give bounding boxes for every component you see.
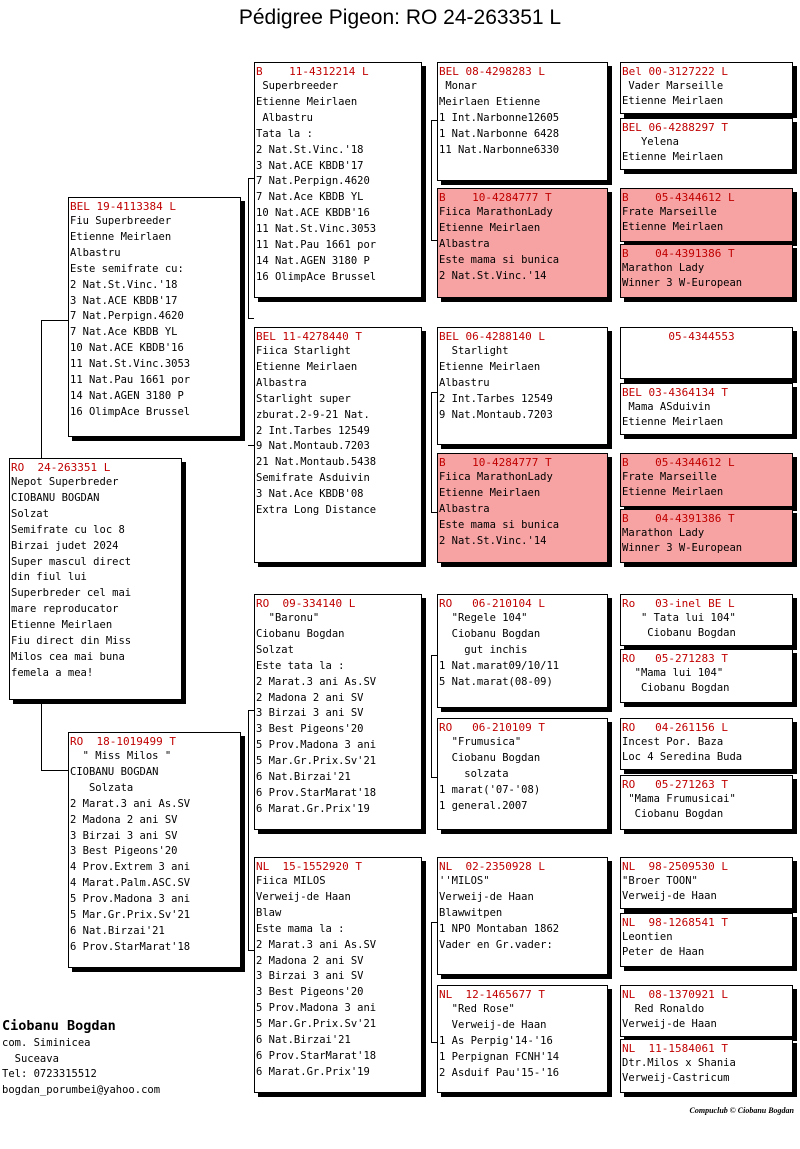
- bird-details: [70, 749, 240, 956]
- detail-line: 5 Prov.Madona 3 ani: [256, 1002, 377, 1015]
- detail-line: mare reproducator: [11, 603, 119, 616]
- detail-line: Albastra: [256, 376, 307, 389]
- bird-details: [439, 79, 607, 159]
- ring-number: BEL 06-4288297 T: [622, 121, 728, 134]
- detail-line: Fiica MarathonLady: [439, 471, 553, 483]
- connector-line: [248, 178, 249, 318]
- connector-line: [248, 318, 254, 319]
- detail-line: 3 Nat.ACE KBDB'17: [70, 294, 178, 307]
- detail-line: 11 Nat.St.Vinc.3053: [256, 223, 377, 236]
- connector-line: [248, 710, 249, 950]
- detail-line: 2 Nat.St.Vinc.'14: [439, 269, 547, 282]
- pedigree-box-gen3[interactable]: [437, 188, 608, 298]
- detail-line: 10 Nat.ACE KBDB'16: [256, 207, 370, 220]
- detail-line: Etienne Meirlaen: [439, 360, 541, 373]
- detail-line: Incest Por. Baza: [622, 736, 724, 748]
- detail-line: Semifrate Asduivin: [256, 472, 370, 485]
- detail-line: 1 marat('07-'08): [439, 783, 541, 796]
- pedigree-box-sire-dam[interactable]: [254, 327, 422, 563]
- detail-line: 1 Perpignan FCNH'14: [439, 1050, 560, 1063]
- ring-number: B 04-4391386 T: [622, 512, 735, 525]
- detail-line: Leontien: [622, 931, 673, 943]
- detail-line: Semifrate cu loc 8: [11, 523, 125, 536]
- ring-number: NL 08-1370921 L: [622, 988, 728, 1001]
- detail-line: 3 Birzai 3 ani SV: [256, 970, 364, 983]
- detail-line: 2 Madona 2 ani SV: [256, 691, 364, 704]
- detail-line: Red Ronaldo: [622, 1003, 705, 1015]
- detail-line: 6 Marat.Gr.Prix'19: [256, 802, 370, 815]
- ring-number: RO 06-210109 T: [439, 721, 545, 734]
- detail-line: 11 Nat.St.Vinc.3053: [70, 358, 191, 371]
- detail-line: 11 Nat.Pau 1661 por: [256, 239, 377, 252]
- detail-line: Etienne Meirlaen: [622, 221, 724, 234]
- detail-line: 6 Marat.Gr.Prix'19: [256, 1065, 370, 1078]
- pedigree-box-dam[interactable]: [68, 732, 241, 968]
- detail-line: 6 Nat.Birzai'21: [70, 924, 165, 937]
- bird-details: [622, 666, 792, 697]
- bird-details: [439, 1002, 607, 1082]
- connector-line: [41, 320, 68, 321]
- detail-line: 3 Best Pigeons'20: [256, 986, 364, 999]
- bird-details: [622, 1002, 792, 1033]
- detail-line: 4 Marat.Palm.ASC.SV: [70, 877, 191, 890]
- detail-line: 3 Nat.ACE KBDB'17: [256, 159, 364, 172]
- bird-details: [622, 79, 792, 110]
- detail-line: "Regele 104": [439, 612, 528, 624]
- detail-line: Este semifrate cu:: [70, 262, 184, 275]
- ring-number: NL 11-1584061 T: [622, 1042, 728, 1055]
- pedigree-box-subject[interactable]: [9, 458, 182, 700]
- ring-number: RO 18-1019499 T: [70, 735, 176, 748]
- detail-line: 2 Marat.3 ani As.SV: [70, 797, 191, 810]
- detail-line: Fiu direct din Miss: [11, 635, 132, 648]
- detail-line: 16 OlimpAce Brussel: [256, 270, 377, 283]
- detail-line: Winner 3 W-European: [622, 277, 743, 290]
- bird-details: [256, 344, 421, 519]
- ring-number: RO 24-263351 L: [11, 461, 111, 474]
- detail-line: 6 Prov.StarMarat'18: [256, 786, 377, 799]
- bird-details: [622, 135, 792, 166]
- pedigree-box-dam-dam[interactable]: [254, 857, 422, 1093]
- detail-line: 3 Best Pigeons'20: [256, 723, 364, 736]
- detail-line: femela a mea!: [11, 666, 94, 679]
- connector-line: [431, 922, 432, 1042]
- detail-line: ''MILOS": [439, 875, 490, 887]
- bird-details: [622, 792, 792, 823]
- bird-details: [11, 475, 181, 682]
- detail-line: 1 Nat.Narbonne 6428: [439, 127, 560, 140]
- detail-line: 6 Nat.Birzai'21: [256, 771, 351, 784]
- detail-line: 9 Nat.Montaub.7203: [439, 408, 553, 421]
- ring-number: BEL 03-4364134 T: [622, 386, 728, 399]
- detail-line: Milos cea mai buna: [11, 650, 125, 663]
- pedigree-box-gen4[interactable]: [620, 594, 793, 646]
- pedigree-box-gen4[interactable]: [620, 985, 793, 1037]
- ring-number: RO 04-261156 L: [622, 721, 728, 734]
- pedigree-box-gen4[interactable]: [620, 383, 793, 435]
- detail-line: 7 Nat.Perpign.4620: [256, 175, 370, 188]
- detail-line: Starlight super: [256, 392, 351, 405]
- detail-line: 7 Nat.Ace KBDB YL: [70, 326, 178, 339]
- owner-name: Ciobanu Bogdan: [2, 1018, 116, 1034]
- detail-line: 14 Nat.AGEN 3180 P: [256, 254, 370, 267]
- detail-line: Este mama si bunica: [439, 518, 560, 531]
- detail-line: Solzata: [70, 781, 134, 794]
- ring-number: B 04-4391386 T: [622, 247, 735, 260]
- pedigree-box-gen3[interactable]: [437, 453, 608, 563]
- pedigree-box-gen4[interactable]: [620, 188, 793, 242]
- pedigree-box-gen4[interactable]: [620, 62, 793, 114]
- detail-line: Verweij-de Haan: [256, 890, 351, 903]
- detail-line: Este tata la :: [256, 659, 345, 672]
- detail-line: Fiica MarathonLady: [439, 206, 553, 218]
- detail-line: CIOBANU BOGDAN: [70, 765, 159, 778]
- ring-number: Ro 03-inel BE L: [622, 597, 735, 610]
- detail-line: gut inchis: [439, 643, 528, 656]
- connector-line: [41, 700, 42, 770]
- detail-line: Frate Marseille: [622, 471, 717, 483]
- detail-line: Meirlaen Etienne: [439, 95, 541, 108]
- detail-line: " Miss Milos ": [70, 750, 172, 762]
- pedigree-box-sire-sire[interactable]: [254, 62, 422, 298]
- detail-line: 3 Birzai 3 ani SV: [70, 829, 178, 842]
- detail-line: 7 Nat.Ace KBDB YL: [256, 191, 364, 204]
- detail-line: Albastra: [439, 237, 490, 250]
- detail-line: Ciobanu Bogdan: [439, 751, 541, 764]
- detail-line: 3 Best Pigeons'20: [70, 845, 178, 858]
- bird-details: [439, 344, 607, 424]
- ring-number: Bel 00-3127222 L: [622, 65, 728, 78]
- detail-line: Etienne Meirlaen: [70, 230, 172, 243]
- owner-line: com. Siminicea: [2, 1037, 91, 1049]
- detail-line: zburat.2-9-21 Nat.: [256, 408, 370, 421]
- detail-line: Etienne Meirlaen: [256, 360, 358, 373]
- detail-line: "Mama lui 104": [622, 667, 724, 679]
- footer-credit: Compuclub © Ciobanu Bogdan: [689, 1106, 794, 1115]
- pedigree-box-gen3[interactable]: [437, 594, 608, 708]
- ring-number: BEL 11-4278440 T: [256, 330, 362, 343]
- pedigree-box-gen4[interactable]: [620, 718, 793, 770]
- pedigree-box-gen3[interactable]: [437, 327, 608, 445]
- detail-line: 6 Nat.Birzai'21: [256, 1034, 351, 1047]
- ring-number: NL 02-2350928 L: [439, 860, 545, 873]
- detail-line: Etienne Meirlaen: [622, 151, 724, 164]
- detail-line: Dtr.Milos x Shania: [622, 1057, 736, 1069]
- ring-number: BEL 08-4298283 L: [439, 65, 545, 78]
- detail-line: Ciobanu Bogdan: [622, 627, 736, 640]
- detail-line: 2 Int.Tarbes 12549: [439, 392, 553, 405]
- connector-line: [431, 120, 432, 240]
- detail-line: 21 Nat.Montaub.5438: [256, 456, 377, 469]
- detail-line: 3 Nat.Ace KBDB'08: [256, 488, 364, 501]
- detail-line: 1 As Perpig'14-'16: [439, 1034, 553, 1047]
- pedigree-box-gen4[interactable]: [620, 327, 793, 379]
- detail-line: Fiica Starlight: [256, 345, 351, 357]
- bird-details: [622, 874, 792, 905]
- ring-number: NL 12-1465677 T: [439, 988, 545, 1001]
- bird-details: [439, 874, 607, 954]
- bird-details: [439, 205, 607, 285]
- detail-line: 5 Nat.marat(08-09): [439, 675, 553, 688]
- bird-details: [439, 611, 607, 691]
- detail-line: Tata la :: [256, 127, 313, 140]
- pedigree-box-gen4[interactable]: [620, 1039, 793, 1093]
- connector-line: [41, 770, 68, 771]
- detail-line: 11 Nat.Narbonne6330: [439, 143, 560, 156]
- bird-details: [622, 205, 792, 236]
- bird-details: [622, 470, 792, 501]
- connector-line: [431, 392, 432, 512]
- pedigree-box-dam-sire[interactable]: [254, 594, 422, 830]
- detail-line: Blaw: [256, 906, 282, 919]
- ring-number: B 10-4284777 T: [439, 456, 552, 469]
- bird-details: [622, 526, 792, 557]
- detail-line: Fiica MILOS: [256, 875, 326, 887]
- pedigree-box-gen3[interactable]: [437, 857, 608, 975]
- ring-number: NL 15-1552920 T: [256, 860, 362, 873]
- detail-line: Albastru: [439, 376, 490, 389]
- ring-number: BEL 06-4288140 L: [439, 330, 545, 343]
- detail-line: Marathon Lady: [622, 262, 705, 274]
- pedigree-box-gen3[interactable]: [437, 718, 608, 830]
- detail-line: "Mama Frumusicai": [622, 793, 736, 805]
- detail-line: Verweij-de Haan: [622, 890, 717, 903]
- detail-line: "Baronu": [256, 612, 320, 624]
- detail-line: Etienne Meirlaen: [622, 95, 724, 108]
- detail-line: Ciobanu Bogdan: [439, 627, 541, 640]
- detail-line: 2 Marat.3 ani As.SV: [256, 675, 377, 688]
- detail-line: Verweij-Castricum: [622, 1072, 730, 1085]
- detail-line: Etienne Meirlaen: [11, 619, 113, 632]
- detail-line: Etienne Meirlaen: [256, 95, 358, 108]
- detail-line: 5 Mar.Gr.Prix.Sv'21: [256, 755, 377, 768]
- detail-line: Solzat: [11, 507, 49, 520]
- detail-line: 1 Int.Narbonne12605: [439, 111, 560, 124]
- bird-details: [622, 400, 792, 431]
- detail-line: 2 Madona 2 ani SV: [70, 813, 178, 826]
- detail-line: Super mascul direct: [11, 555, 132, 568]
- detail-line: Loc 4 Seredina Buda: [622, 751, 743, 764]
- ring-number: BEL 19-4113384 L: [70, 200, 176, 213]
- connector-line: [41, 320, 42, 460]
- owner-phone: Tel: 0723315512: [2, 1068, 97, 1080]
- detail-line: 2 Madona 2 ani SV: [256, 954, 364, 967]
- detail-line: 1 general.2007: [439, 799, 528, 812]
- detail-line: 3 Birzai 3 ani SV: [256, 707, 364, 720]
- pedigree-box-gen4[interactable]: [620, 244, 793, 298]
- detail-line: Frate Marseille: [622, 206, 717, 218]
- owner-line: Suceava: [2, 1052, 59, 1065]
- detail-line: Superbreder cel mai: [11, 587, 132, 600]
- pedigree-box-gen4[interactable]: [620, 913, 793, 967]
- detail-line: 5 Mar.Gr.Prix.Sv'21: [70, 909, 191, 922]
- detail-line: 10 Nat.ACE KBDB'16: [70, 342, 184, 355]
- detail-line: 4 Prov.Extrem 3 ani: [70, 861, 191, 874]
- bird-details: [70, 214, 240, 421]
- detail-line: solzata: [439, 767, 509, 780]
- pedigree-box-gen4[interactable]: [620, 857, 793, 909]
- detail-line: Vader en Gr.vader:: [439, 938, 553, 951]
- detail-line: 9 Nat.Montaub.7203: [256, 440, 370, 453]
- detail-line: CIOBANU BOGDAN: [11, 491, 100, 504]
- detail-line: 5 Prov.Madona 3 ani: [256, 739, 377, 752]
- detail-line: 6 Prov.StarMarat'18: [256, 1049, 377, 1062]
- ring-number: B 05-4344612 L: [622, 456, 735, 469]
- detail-line: Ciobanu Bogdan: [622, 682, 730, 695]
- pedigree-box-sire[interactable]: [68, 197, 241, 437]
- owner-info: [2, 1016, 160, 1098]
- detail-line: Verweij-de Haan: [622, 1018, 717, 1031]
- detail-line: Albastra: [439, 502, 490, 515]
- bird-details: [622, 930, 792, 961]
- bird-details: [439, 735, 607, 815]
- detail-line: "Frumusica": [439, 736, 522, 748]
- detail-line: Albastru: [70, 246, 121, 259]
- detail-line: Etienne Meirlaen: [622, 486, 724, 499]
- detail-line: Ciobanu Bogdan: [622, 808, 724, 821]
- detail-line: 6 Prov.StarMarat'18: [70, 940, 191, 953]
- detail-line: 14 Nat.AGEN 3180 P: [70, 389, 184, 402]
- detail-line: Vader Marseille: [622, 80, 724, 92]
- detail-line: 2 Nat.St.Vinc.'14: [439, 534, 547, 547]
- detail-line: Yelena: [622, 136, 679, 148]
- detail-line: "Broer TOON": [622, 875, 698, 887]
- ring-number: RO 05-271263 T: [622, 778, 728, 791]
- detail-line: 11 Nat.Pau 1661 por: [70, 374, 191, 387]
- ring-number: 05-4344553: [622, 330, 735, 343]
- detail-line: 5 Prov.Madona 3 ani: [70, 893, 191, 906]
- detail-line: 2 Marat.3 ani As.SV: [256, 938, 377, 951]
- detail-line: Mama ASduivin: [622, 401, 711, 413]
- detail-line: Verweij-de Haan: [439, 1018, 547, 1031]
- pedigree-box-gen4[interactable]: [620, 453, 793, 507]
- detail-line: 2 Nat.St.Vinc.'18: [70, 278, 178, 291]
- detail-line: Etienne Meirlaen: [439, 486, 541, 499]
- detail-line: Birzai judet 2024: [11, 539, 119, 552]
- pedigree-box-gen3[interactable]: [437, 62, 608, 181]
- pedigree-box-gen3[interactable]: [437, 985, 608, 1093]
- detail-line: Fiu Superbreeder: [70, 215, 172, 227]
- detail-line: 1 Nat.marat09/10/11: [439, 659, 560, 672]
- detail-line: Starlight: [439, 345, 509, 357]
- detail-line: Verweij-de Haan: [439, 890, 534, 903]
- detail-line: 2 Asduif Pau'15-'16: [439, 1066, 560, 1079]
- detail-line: 5 Mar.Gr.Prix.Sv'21: [256, 1018, 377, 1031]
- bird-details: [622, 611, 792, 642]
- detail-line: 2 Nat.St.Vinc.'18: [256, 143, 364, 156]
- ring-number: B 05-4344612 L: [622, 191, 735, 204]
- detail-line: Winner 3 W-European: [622, 542, 743, 555]
- detail-line: Marathon Lady: [622, 527, 705, 539]
- detail-line: Etienne Meirlaen: [439, 221, 541, 234]
- pedigree-box-gen4[interactable]: [620, 775, 793, 830]
- detail-line: Etienne Meirlaen: [622, 416, 724, 429]
- detail-line: Solzat: [256, 643, 294, 656]
- bird-details: [622, 735, 792, 766]
- detail-line: Extra Long Distance: [256, 504, 377, 517]
- ring-number: RO 06-210104 L: [439, 597, 545, 610]
- owner-email[interactable]: bogdan_porumbei@yahoo.com: [2, 1083, 161, 1096]
- bird-details: [622, 1056, 792, 1087]
- pedigree-box-gen4[interactable]: [620, 649, 793, 703]
- bird-details: [439, 470, 607, 550]
- detail-line: 1 NPO Montaban 1862: [439, 922, 560, 935]
- pedigree-box-gen4[interactable]: [620, 509, 793, 563]
- detail-line: " Tata lui 104": [622, 612, 736, 624]
- ring-number: NL 98-1268541 T: [622, 916, 728, 929]
- detail-line: Superbreeder: [256, 80, 339, 92]
- pedigree-box-gen4[interactable]: [620, 118, 793, 170]
- detail-line: Ciobanu Bogdan: [256, 627, 345, 640]
- detail-line: 16 OlimpAce Brussel: [70, 405, 191, 418]
- ring-number: B 10-4284777 T: [439, 191, 552, 204]
- detail-line: Monar: [439, 80, 477, 92]
- detail-line: din fiul lui: [11, 571, 87, 584]
- detail-line: Blawwitpen: [439, 906, 503, 919]
- detail-line: 2 Int.Tarbes 12549: [256, 424, 370, 437]
- bird-details: [256, 874, 421, 1081]
- detail-line: "Red Rose": [439, 1003, 515, 1015]
- detail-line: Nepot Superbreder: [11, 476, 119, 488]
- connector-line: [431, 655, 432, 777]
- page-title: Pédigree Pigeon: RO 24-263351 L: [238, 6, 562, 29]
- ring-number: NL 98-2509530 L: [622, 860, 728, 873]
- ring-number: RO 09-334140 L: [256, 597, 356, 610]
- bird-details: [256, 79, 421, 286]
- bird-details: [256, 611, 421, 818]
- ring-number: B 11-4312214 L: [256, 65, 369, 78]
- detail-line: Este mama la :: [256, 922, 345, 935]
- ring-number: RO 05-271283 T: [622, 652, 728, 665]
- detail-line: Albastru: [256, 111, 313, 124]
- bird-details: [622, 261, 792, 292]
- detail-line: 7 Nat.Perpign.4620: [70, 310, 184, 323]
- detail-line: Este mama si bunica: [439, 253, 560, 266]
- detail-line: Peter de Haan: [622, 946, 705, 959]
